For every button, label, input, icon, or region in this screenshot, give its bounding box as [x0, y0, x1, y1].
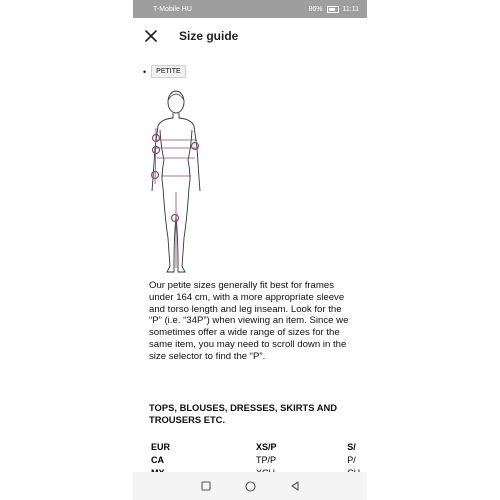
row-label: CA — [151, 454, 164, 465]
status-icons — [309, 6, 360, 13]
home-button[interactable] — [238, 474, 262, 498]
status-bar — [133, 0, 367, 18]
table-cell: S/ — [347, 441, 356, 452]
bullet-marker: • — [143, 66, 147, 77]
row-label: EUR — [151, 441, 171, 452]
square-icon — [201, 481, 211, 491]
petite-description: Our petite sizes generally fit best for frames under 164 cm, with a more appropriate sleeve and torso length and leg inseam. Look for the “P” (i.e. “34P”) when viewing an item. Since we sometimes offer a wide range of sizes for the same item, you may need to scroll down in the size selector to find the “P”. — [149, 280, 349, 362]
phone-screen — [133, 0, 367, 500]
battery-icon — [327, 6, 339, 13]
clock: 11:11 — [342, 5, 359, 13]
body-measurement-figure — [143, 88, 213, 278]
circle-icon — [245, 481, 256, 492]
section-heading: TOPS, BLOUSES, DRESSES, SKIRTS AND TROUSERS ETC. — [149, 402, 338, 425]
battery-percent: 86% — [308, 5, 323, 13]
table-row — [151, 440, 367, 453]
filter-list — [143, 65, 186, 78]
recents-button[interactable] — [194, 474, 218, 498]
table-cell: TP/P — [256, 454, 277, 465]
table-cell: XS/P — [256, 441, 277, 452]
back-button[interactable] — [283, 474, 307, 498]
page-title: Size guide — [179, 29, 239, 43]
table-row — [151, 453, 367, 466]
petite-button[interactable]: PETITE — [151, 65, 186, 78]
table-cell: P/ — [347, 454, 356, 465]
triangle-back-icon — [290, 481, 300, 491]
size-guide-content — [133, 54, 367, 472]
close-button[interactable] — [133, 18, 169, 54]
close-icon — [145, 30, 157, 42]
system-nav-bar — [133, 472, 367, 500]
app-bar — [133, 18, 367, 54]
carrier-label: T-Mobile HU — [153, 5, 192, 13]
